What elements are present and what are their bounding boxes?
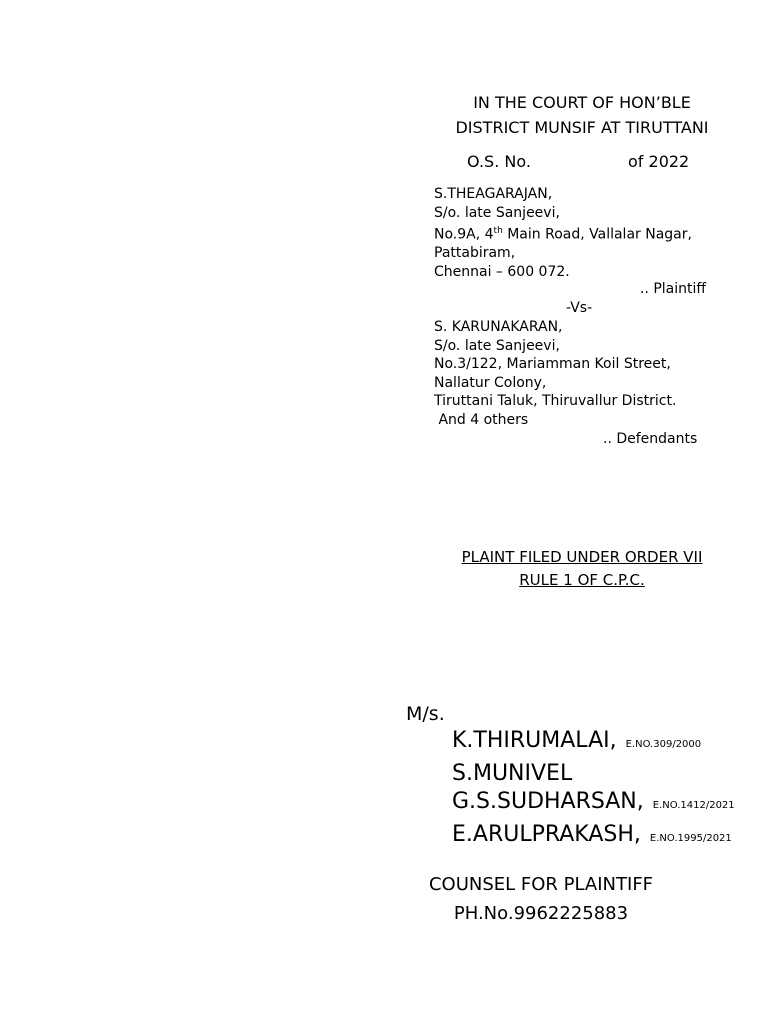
advocate-name: S.MUNIVEL — [452, 760, 573, 786]
plaint-title-line1: PLAINT FILED UNDER ORDER VII — [461, 548, 703, 566]
advocate-row — [452, 821, 735, 854]
defendant-locality: Nallatur Colony, — [434, 374, 547, 391]
advocate-row — [452, 788, 735, 821]
counsel-phone: PH.No.9962225883 — [453, 903, 629, 924]
defendant-address: No.3/122, Mariamman Koil Street, — [434, 356, 671, 373]
defendant-others: And 4 others — [434, 411, 529, 428]
ms-label: M/s. — [406, 703, 445, 725]
advocate-enrolment: E.NO.309/2000 — [625, 739, 702, 750]
defendant-name: S. KARUNAKARAN, — [434, 319, 563, 335]
os-year: of 2022 — [628, 152, 690, 171]
advocate-row — [452, 727, 735, 760]
plaintiff-block — [434, 185, 692, 282]
os-number-label: O.S. No. — [467, 152, 531, 171]
plaintiff-address-sup: th — [493, 226, 503, 237]
defendant-relation: S/o. late Sanjeevi, — [434, 337, 560, 354]
advocate-enrolment: E.NO.1412/2021 — [652, 800, 735, 811]
advocate-row — [452, 760, 735, 789]
advocate-list — [452, 727, 735, 853]
advocate-name: G.S.SUDHARSAN, — [452, 789, 644, 814]
defendant-district: Tiruttani Taluk, Thiruvallur District. — [434, 393, 677, 410]
plaintiff-locality: Pattabiram, — [434, 245, 516, 262]
advocate-name: E.ARULPRAKASH, — [452, 821, 641, 847]
versus-label: -Vs- — [566, 300, 593, 316]
advocate-enrolment: E.NO.1995/2021 — [649, 832, 732, 844]
plaintiff-relation: S/o. late Sanjeevi, — [434, 204, 560, 221]
court-heading-line2: DISTRICT MUNSIF AT TIRUTTANI — [455, 118, 709, 137]
plaintiff-address-rest: Main Road, Vallalar Nagar, — [502, 226, 692, 243]
plaintiff-name: S.THEAGARAJAN, — [434, 186, 553, 202]
plaint-title-line2: RULE 1 OF C.P.C. — [519, 571, 645, 589]
plaintiff-city: Chennai – 600 072. — [434, 264, 570, 281]
plaintiff-role: .. Plaintiff — [640, 281, 707, 297]
plaintiff-address — [434, 222, 692, 244]
counsel-title: COUNSEL FOR PLAINTIFF — [428, 874, 654, 895]
advocate-name: K.THIRUMALAI, — [452, 728, 617, 753]
plaintiff-address-prefix: No.9A, 4 — [434, 226, 494, 243]
defendant-block — [434, 318, 676, 430]
defendant-role: .. Defendants — [603, 431, 698, 447]
court-heading-line1: IN THE COURT OF HON’BLE — [473, 93, 691, 112]
